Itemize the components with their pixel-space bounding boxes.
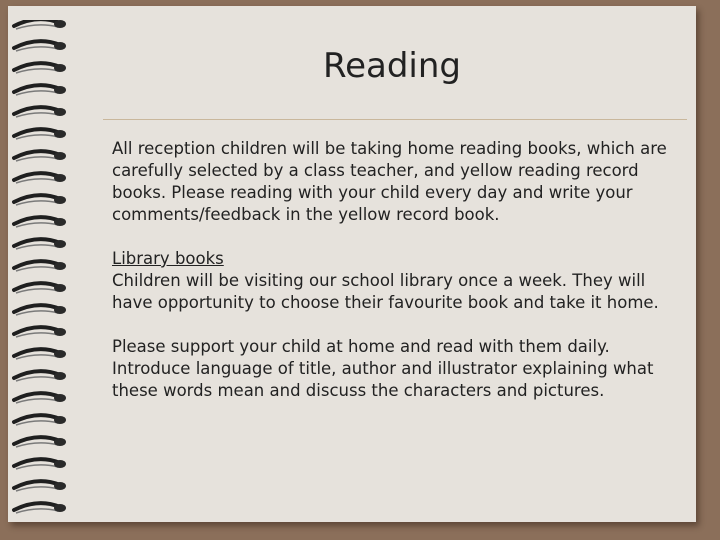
reading-books-paragraph: All reception children will be taking home reading books, which are carefully selected by a class teacher, and yellow reading record books. Please reading with your child every day and write your comments/feedback in the yellow record book. bbox=[112, 139, 667, 224]
slide-body bbox=[112, 138, 682, 424]
library-paragraph: Children will be visiting our school library once a week. They will have opportunity to choose their favourite book and take it home. bbox=[112, 271, 659, 312]
support-paragraph: Please support your child at home and read with them daily. Introduce language of title, author and illustrator explaining what these words mean and discuss the characters and pictures. bbox=[112, 337, 654, 400]
spiral-binding bbox=[8, 20, 88, 530]
library-section bbox=[112, 248, 682, 314]
page-title: Reading bbox=[322, 46, 461, 86]
title-divider bbox=[103, 119, 687, 120]
library-books-heading: Library books bbox=[112, 249, 224, 268]
